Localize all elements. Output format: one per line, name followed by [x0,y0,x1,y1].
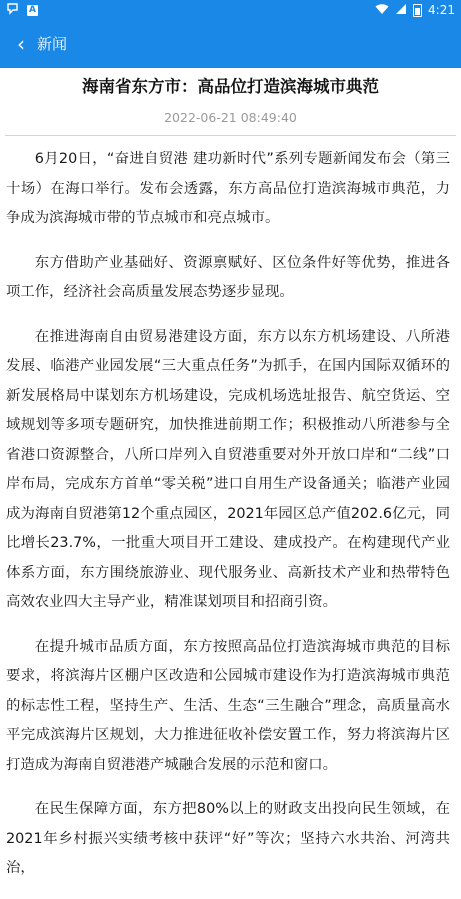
cellular-signal-icon [395,3,407,18]
status-bar [0,0,461,20]
status-right-icons [375,2,455,18]
article-paragraph: 东方借助产业基础好、资源禀赋好、区位条件好等优势，推进各项工作，经济社会高质量发展态势逐步显现。 [6,254,450,300]
article-title: 海南省东方市：高品位打造滨海城市典范 [82,77,379,96]
page-title: 新闻 [37,35,68,53]
app-bar [0,20,461,68]
article-paragraph: 在提升城市品质方面，东方按照高品位打造滨海城市典范的目标要求，将滨海片区棚户区改造和公园城市建设作为打造滨海城市典范的标志性工程，坚持生产、生活、生态“三生融合”理念，高质量高水平完成滨海片区规划，大力推进征收补偿安置工作，努力将滨海片区打造成为海南自贸港港产城融合发展的示范和窗口。 [6,638,450,773]
article-paragraph: 在推进海南自由贸易港建设方面，东方以东方机场建设、八所港发展、临港产业园发展“三大重点任务”为抓手，在国内国际双循环的新发展格局中谋划东方机场建设，完成机场选址报告、航空货运、空域规划等多项专题研究，加快推进前期工作；积极推动八所港参与全省港口资源整合，八所口岸列入自贸港重要对外开放口岸和“二线”口岸布局，完成东方首单“零关税”进口自用生产设备通关；临港产业园成为海南自贸港第12个重点园区，2021年园区总产值202.6亿元，同比增长23.7%，一批重大项目开工建设、建成投产。在构建现代产业体系方面，东方围绕旅游业、现代服务业、高新技术产业和热带特色高效农业四大主导产业，精准谋划项目和招商引资。 [6,328,450,610]
status-time: 4:21 [428,3,455,17]
article-date: 2022-06-21 08:49:40 [164,110,297,125]
article-paragraph: 在民生保障方面，东方把80%以上的财政支出投向民生领域，在2021年乡村振兴实绩考核中获评“好”等次；坚持六水共治、河湾共治， [6,801,450,876]
article-body [6,145,450,899]
notification-icon [6,2,19,19]
back-button[interactable] [6,28,36,60]
status-left-icons [6,2,38,18]
wifi-icon [375,3,389,18]
a-app-icon: A [27,5,38,16]
chevron-left-icon: ‹ [17,32,25,56]
article-paragraph: 6月20日，“奋进自贸港 建功新时代”系列专题新闻发布会（第三十场）在海口举行。发布会透露，东方高品位打造滨海城市典范，力争成为滨海城市带的节点城市和亮点城市。 [6,151,450,226]
divider [5,135,456,136]
battery-icon [413,4,422,17]
